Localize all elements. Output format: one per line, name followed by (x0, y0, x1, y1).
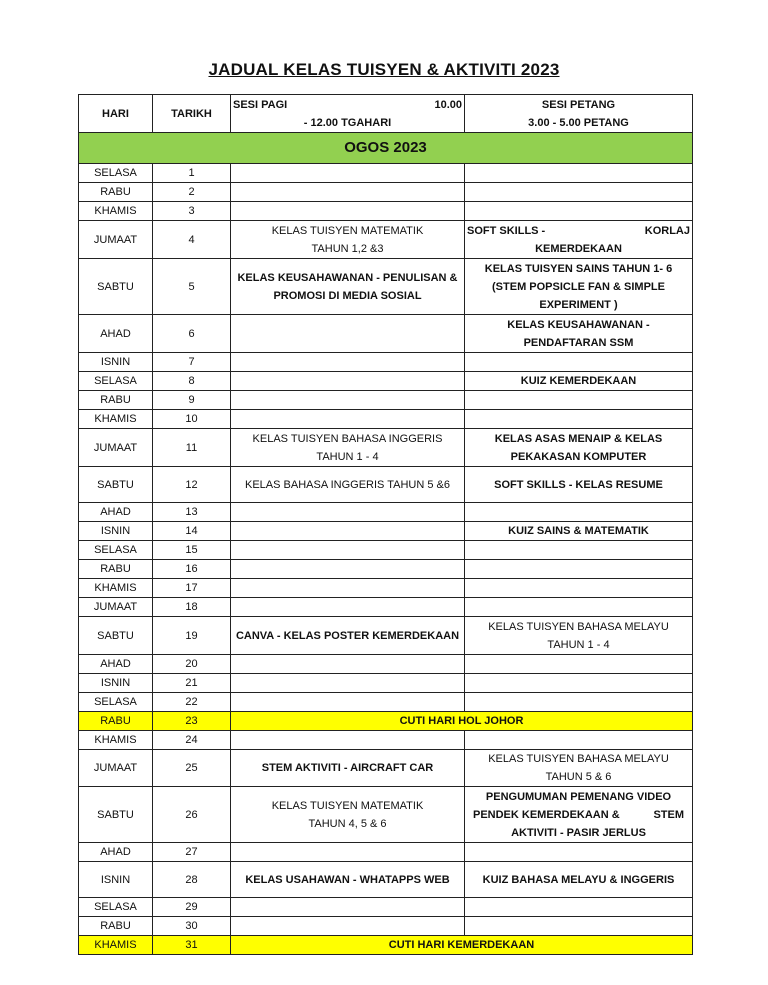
cell-tarikh: 31 (153, 936, 231, 955)
holiday-row (79, 712, 693, 731)
table-row (79, 467, 693, 503)
table-row (79, 579, 693, 598)
cell-petang: KUIZ BAHASA MELAYU & INGGERIS (465, 862, 693, 898)
cell-pagi (231, 315, 465, 353)
cell-pagi (231, 410, 465, 429)
cell-hari: SABTU (79, 617, 153, 655)
cell-hari: SELASA (79, 541, 153, 560)
cell-pagi: KELAS BAHASA INGGERIS TAHUN 5 &6 (231, 467, 465, 503)
cell-petang (465, 674, 693, 693)
cell-tarikh: 10 (153, 410, 231, 429)
cell-holiday: CUTI HARI KEMERDEKAAN (231, 936, 693, 955)
cell-hari: RABU (79, 391, 153, 410)
cell-tarikh: 9 (153, 391, 231, 410)
table-row (79, 731, 693, 750)
table-row (79, 202, 693, 221)
cell-tarikh: 24 (153, 731, 231, 750)
cell-tarikh: 13 (153, 503, 231, 522)
cell-petang (465, 541, 693, 560)
cell-hari: RABU (79, 560, 153, 579)
cell-pagi (231, 560, 465, 579)
cell-petang (465, 693, 693, 712)
cell-pagi (231, 693, 465, 712)
table-row (79, 750, 693, 787)
cell-tarikh: 23 (153, 712, 231, 731)
cell-petang (465, 221, 693, 259)
cell-pagi: CANVA - KELAS POSTER KEMERDEKAAN (231, 617, 465, 655)
table-row (79, 503, 693, 522)
table-row (79, 787, 693, 843)
cell-petang-part: SOFT SKILLS - (467, 224, 546, 237)
cell-tarikh: 12 (153, 467, 231, 503)
cell-tarikh: 27 (153, 843, 231, 862)
cell-tarikh: 30 (153, 917, 231, 936)
cell-tarikh: 15 (153, 541, 231, 560)
table-row (79, 221, 693, 259)
cell-pagi (231, 503, 465, 522)
table-row (79, 917, 693, 936)
cell-pagi (231, 541, 465, 560)
cell-tarikh: 7 (153, 353, 231, 372)
table-row (79, 183, 693, 202)
table-row (79, 898, 693, 917)
cell-petang-part: PENGUMUMAN PEMENANG VIDEO (485, 790, 672, 803)
cell-hari: KHAMIS (79, 579, 153, 598)
header-tarikh: TARIKH (153, 95, 231, 133)
cell-hari: KHAMIS (79, 936, 153, 955)
cell-hari: JUMAAT (79, 750, 153, 787)
cell-tarikh: 25 (153, 750, 231, 787)
cell-pagi (231, 391, 465, 410)
table-row (79, 522, 693, 541)
cell-petang (465, 183, 693, 202)
table-row (79, 541, 693, 560)
cell-tarikh: 17 (153, 579, 231, 598)
table-row (79, 429, 693, 467)
sesi-petang-time: 3.00 - 5.00 PETANG (528, 116, 629, 129)
cell-tarikh: 2 (153, 183, 231, 202)
cell-hari: RABU (79, 183, 153, 202)
table-row (79, 598, 693, 617)
cell-petang-part: KORLAJ (644, 224, 690, 237)
table-row (79, 353, 693, 372)
cell-petang: KELAS KEUSAHAWANAN - PENDAFTARAN SSM (465, 315, 693, 353)
cell-tarikh: 1 (153, 164, 231, 183)
cell-hari: RABU (79, 712, 153, 731)
sesi-pagi-start: 10.00 (434, 98, 462, 111)
cell-hari: JUMAAT (79, 221, 153, 259)
cell-hari: AHAD (79, 843, 153, 862)
header-hari: HARI (79, 95, 153, 133)
cell-hari: SABTU (79, 467, 153, 503)
cell-petang (465, 503, 693, 522)
cell-petang (465, 579, 693, 598)
cell-hari: ISNIN (79, 674, 153, 693)
cell-hari: ISNIN (79, 522, 153, 541)
cell-pagi (231, 164, 465, 183)
cell-pagi: KELAS USAHAWAN - WHATAPPS WEB (231, 862, 465, 898)
schedule-table (78, 94, 693, 955)
cell-pagi (231, 353, 465, 372)
sesi-petang-label: SESI PETANG (541, 98, 616, 111)
cell-hari: KHAMIS (79, 731, 153, 750)
cell-tarikh: 18 (153, 598, 231, 617)
table-row (79, 164, 693, 183)
cell-petang (465, 731, 693, 750)
cell-tarikh: 5 (153, 259, 231, 315)
cell-tarikh: 29 (153, 898, 231, 917)
table-row (79, 410, 693, 429)
cell-pagi (231, 372, 465, 391)
cell-pagi (231, 579, 465, 598)
cell-hari: KHAMIS (79, 410, 153, 429)
cell-hari: SABTU (79, 787, 153, 843)
cell-hari: ISNIN (79, 353, 153, 372)
cell-petang (465, 917, 693, 936)
cell-tarikh: 21 (153, 674, 231, 693)
cell-holiday: CUTI HARI HOL JOHOR (231, 712, 693, 731)
month-row (79, 133, 693, 164)
table-row (79, 655, 693, 674)
cell-petang: KUIZ SAINS & MATEMATIK (465, 522, 693, 541)
cell-hari: SELASA (79, 898, 153, 917)
cell-hari: ISNIN (79, 862, 153, 898)
cell-tarikh: 20 (153, 655, 231, 674)
cell-pagi: KELAS TUISYEN BAHASA INGGERIS TAHUN 1 - 4 (231, 429, 465, 467)
cell-petang (465, 353, 693, 372)
page-title: JADUAL KELAS TUISYEN & AKTIVITI 2023 (208, 60, 560, 79)
cell-pagi (231, 183, 465, 202)
cell-hari: AHAD (79, 655, 153, 674)
cell-petang-part: PENDEK KEMERDEKAAN & (473, 808, 620, 821)
holiday-row (79, 936, 693, 955)
cell-petang: SOFT SKILLS - KELAS RESUME (465, 467, 693, 503)
table-row (79, 862, 693, 898)
cell-hari: SELASA (79, 693, 153, 712)
cell-petang: KELAS TUISYEN BAHASA MELAYU TAHUN 5 & 6 (465, 750, 693, 787)
table-row (79, 372, 693, 391)
cell-petang (465, 410, 693, 429)
table-row (79, 315, 693, 353)
cell-tarikh: 22 (153, 693, 231, 712)
table-row (79, 843, 693, 862)
table-row (79, 617, 693, 655)
cell-tarikh: 4 (153, 221, 231, 259)
cell-pagi (231, 917, 465, 936)
cell-tarikh: 3 (153, 202, 231, 221)
cell-hari: SELASA (79, 372, 153, 391)
cell-pagi (231, 598, 465, 617)
cell-petang-part: KEMERDEKAAN (535, 242, 622, 255)
cell-pagi: STEM AKTIVITI - AIRCRAFT CAR (231, 750, 465, 787)
cell-tarikh: 16 (153, 560, 231, 579)
cell-tarikh: 6 (153, 315, 231, 353)
cell-pagi: KELAS KEUSAHAWANAN - PENULISAN & PROMOSI DI MEDIA SOSIAL (231, 259, 465, 315)
header-row (79, 95, 693, 133)
cell-tarikh: 26 (153, 787, 231, 843)
table-row (79, 391, 693, 410)
cell-petang (465, 202, 693, 221)
cell-petang (465, 164, 693, 183)
cell-pagi (231, 202, 465, 221)
cell-petang (465, 560, 693, 579)
cell-hari: AHAD (79, 315, 153, 353)
cell-petang (465, 598, 693, 617)
header-sesi-pagi (231, 95, 465, 133)
cell-pagi: KELAS TUISYEN MATEMATIK TAHUN 1,2 &3 (231, 221, 465, 259)
cell-hari: KHAMIS (79, 202, 153, 221)
cell-tarikh: 14 (153, 522, 231, 541)
sesi-pagi-label: SESI PAGI (233, 98, 288, 111)
cell-pagi: KELAS TUISYEN MATEMATIK TAHUN 4, 5 & 6 (231, 787, 465, 843)
cell-petang: KUIZ KEMERDEKAAN (465, 372, 693, 391)
cell-pagi (231, 843, 465, 862)
table-row (79, 674, 693, 693)
sesi-pagi-end: - 12.00 TGAHARI (303, 116, 392, 129)
cell-hari: SABTU (79, 259, 153, 315)
cell-pagi (231, 655, 465, 674)
cell-petang (465, 843, 693, 862)
cell-petang: KELAS ASAS MENAIP & KELAS PEKAKASAN KOMPUTER (465, 429, 693, 467)
cell-tarikh: 19 (153, 617, 231, 655)
cell-tarikh: 8 (153, 372, 231, 391)
cell-hari: JUMAAT (79, 429, 153, 467)
cell-petang (465, 655, 693, 674)
cell-pagi (231, 674, 465, 693)
table-row (79, 259, 693, 315)
cell-tarikh: 11 (153, 429, 231, 467)
cell-pagi (231, 731, 465, 750)
cell-petang: KELAS TUISYEN BAHASA MELAYU TAHUN 1 - 4 (465, 617, 693, 655)
table-row (79, 693, 693, 712)
header-sesi-petang (465, 95, 693, 133)
cell-pagi (231, 522, 465, 541)
cell-petang-part: AKTIVITI - PASIR JERLUS (511, 826, 646, 839)
cell-pagi (231, 898, 465, 917)
cell-tarikh: 28 (153, 862, 231, 898)
cell-petang-part: STEM (653, 808, 684, 821)
cell-petang (465, 787, 693, 843)
table-row (79, 560, 693, 579)
cell-hari: SELASA (79, 164, 153, 183)
cell-petang (465, 898, 693, 917)
cell-hari: AHAD (79, 503, 153, 522)
cell-petang: KELAS TUISYEN SAINS TAHUN 1- 6 (STEM POPSICLE FAN & SIMPLE EXPERIMENT ) (465, 259, 693, 315)
cell-hari: RABU (79, 917, 153, 936)
cell-hari: JUMAAT (79, 598, 153, 617)
cell-petang (465, 391, 693, 410)
month-label: OGOS 2023 (79, 133, 693, 164)
